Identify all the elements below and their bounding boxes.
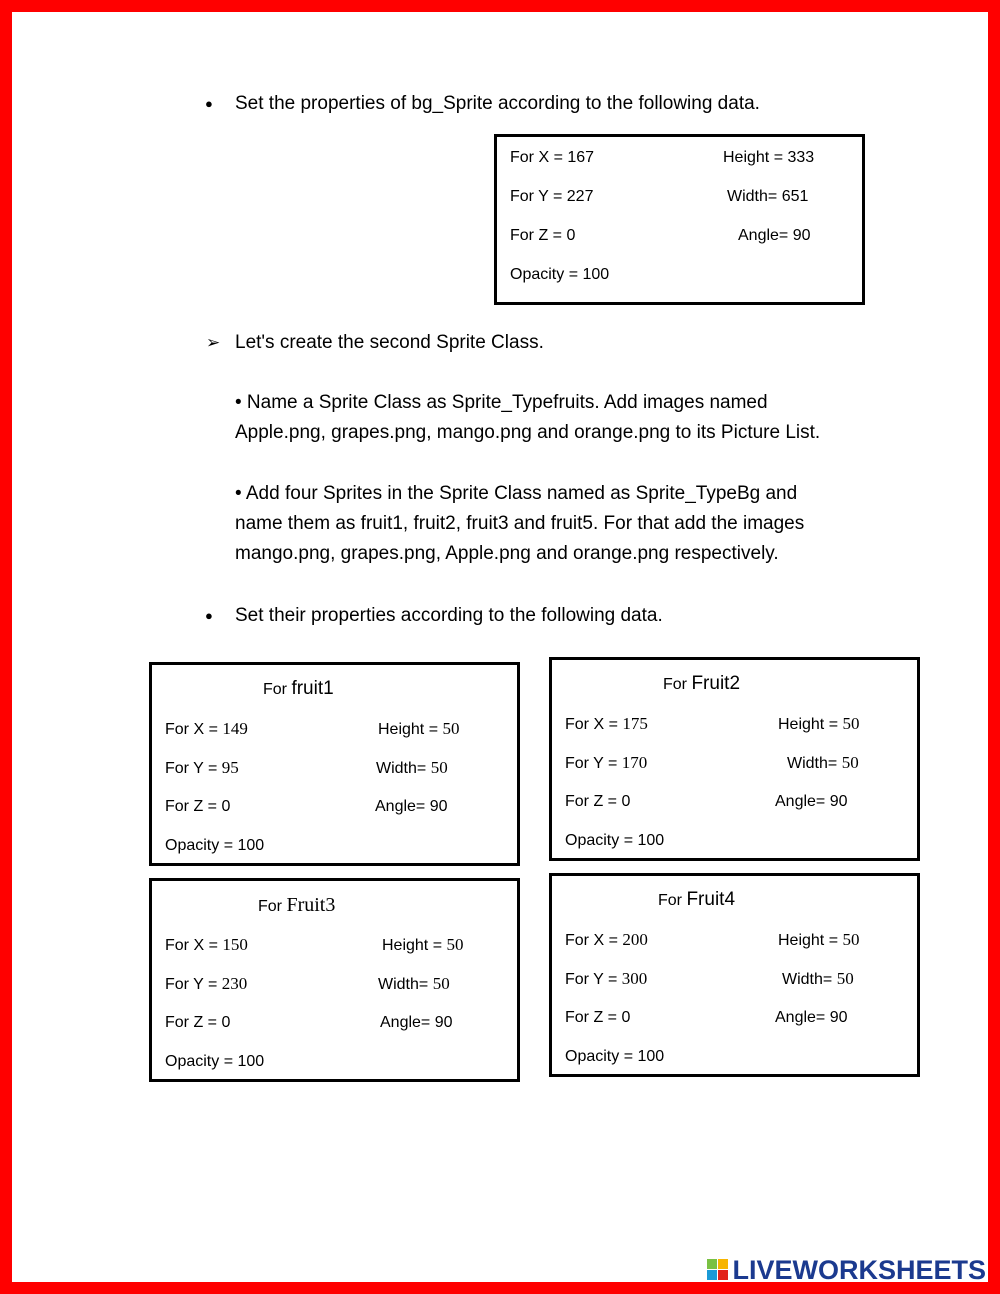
para2-line2: name them as fruit1, fruit2, fruit3 and fruit5. For that add the images — [235, 513, 805, 534]
bg-height: Height = 333 — [723, 149, 815, 166]
logo-mark-icon — [707, 1259, 729, 1281]
fruit-height: Height = 50 — [382, 935, 464, 954]
bg-angle: Angle= 90 — [738, 227, 811, 244]
fruit-z: For Z = 0 — [565, 1009, 631, 1026]
bg-z: For Z = 0 — [510, 227, 576, 244]
fruit-x: For X = 149 — [165, 719, 248, 738]
fruit-height: Height = 50 — [378, 719, 460, 738]
fruit-width: Width= 50 — [376, 758, 448, 777]
fruit-z: For Z = 0 — [165, 798, 231, 815]
fruit-width: Width= 50 — [782, 969, 854, 988]
arrow-bullet-icon: ➢ — [206, 333, 221, 352]
para1-line2: Apple.png, grapes.png, mango.png and orange.png to its Picture List. — [235, 422, 821, 443]
fruit-y: For Y = 170 — [565, 753, 648, 772]
logo-text: LIVEWORKSHEETS — [732, 1254, 986, 1285]
fruit-opacity: Opacity = 100 — [165, 1053, 265, 1070]
fruit-box-title: For Fruit4 — [658, 889, 736, 910]
bullet-dot-icon: ● — [205, 608, 213, 623]
fruit-y: For Y = 300 — [565, 969, 648, 988]
intro-bullet-text: Set the properties of bg_Sprite according to the following data. — [235, 93, 760, 114]
bg-opacity: Opacity = 100 — [510, 266, 610, 283]
bg-sprite-properties-box — [494, 134, 865, 305]
bg-y: For Y = 227 — [510, 188, 594, 205]
fruit-angle: Angle= 90 — [380, 1014, 453, 1031]
fruit-angle: Angle= 90 — [775, 1009, 848, 1026]
fruit-height: Height = 50 — [778, 930, 860, 949]
props-bullet-text: Set their properties according to the following data. — [235, 605, 663, 626]
bullet-dot-icon: ● — [205, 96, 213, 111]
fruit2-properties-box — [549, 657, 920, 861]
fruit-box-title: For Fruit2 — [663, 673, 741, 694]
fruit-opacity: Opacity = 100 — [165, 837, 265, 854]
fruit-z: For Z = 0 — [165, 1014, 231, 1031]
second-class-heading: Let's create the second Sprite Class. — [235, 332, 544, 353]
fruit3-properties-box — [149, 878, 520, 1082]
bg-x: For X = 167 — [510, 149, 595, 166]
fruit-x: For X = 175 — [565, 714, 648, 733]
fruit-y: For Y = 230 — [165, 974, 248, 993]
fruit-x: For X = 150 — [165, 935, 248, 954]
fruit4-properties-box — [549, 873, 920, 1077]
fruit-box-title: For Fruit3 — [258, 894, 336, 916]
fruit-z: For Z = 0 — [565, 793, 631, 810]
fruit-box-title: For fruit1 — [263, 678, 334, 699]
para2-line1: • Add four Sprites in the Sprite Class named as Sprite_TypeBg and — [235, 483, 798, 504]
fruit-opacity: Opacity = 100 — [565, 1048, 665, 1065]
liveworksheets-logo[interactable] — [707, 1256, 986, 1284]
fruit1-properties-box — [149, 662, 520, 866]
fruit-height: Height = 50 — [778, 714, 860, 733]
fruit-width: Width= 50 — [378, 974, 450, 993]
bg-width: Width= 651 — [727, 188, 809, 205]
fruit-angle: Angle= 90 — [775, 793, 848, 810]
fruit-y: For Y = 95 — [165, 758, 239, 777]
fruit-width: Width= 50 — [787, 753, 859, 772]
para2-line3: mango.png, grapes.png, Apple.png and orange.png respectively. — [235, 543, 779, 564]
fruit-opacity: Opacity = 100 — [565, 832, 665, 849]
fruit-angle: Angle= 90 — [375, 798, 448, 815]
fruit-x: For X = 200 — [565, 930, 648, 949]
para1-line1: • Name a Sprite Class as Sprite_Typefruits. Add images named — [235, 392, 768, 413]
